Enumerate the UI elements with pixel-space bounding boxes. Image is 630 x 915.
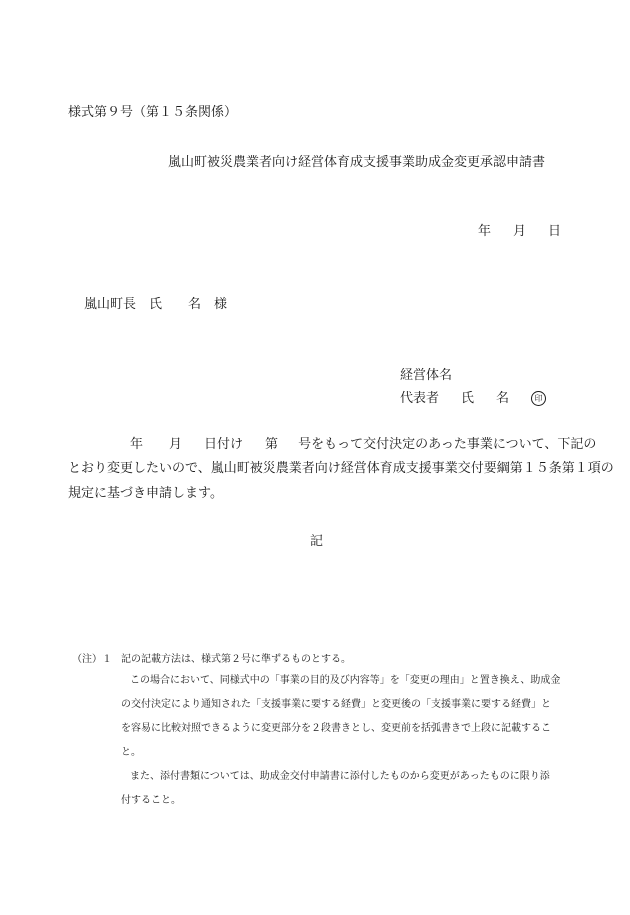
rep-label: 代表者 bbox=[400, 391, 440, 406]
body-line-1 bbox=[130, 433, 596, 452]
document-title: 嵐山町被災農業者向け経営体育成支援事業助成金変更承認申請書 bbox=[168, 155, 546, 170]
date-year: 年 bbox=[478, 224, 492, 239]
body-line-2: とおり変更したいので、嵐山町被災農業者向け経営体育成支援事業交付要綱第１５条第１項の bbox=[68, 461, 614, 476]
body-dated: 日付け bbox=[204, 437, 244, 452]
body-dai: 第 bbox=[265, 437, 279, 452]
note-line-4: を容易に比較対照できるように変更部分を２段書きとし、変更前を括弧書きで上段に記載するこ bbox=[121, 723, 551, 734]
rep-shi: 氏 bbox=[461, 391, 475, 406]
date-day: 日 bbox=[548, 224, 562, 239]
note-line-1: 記の記載方法は、様式第２号に準ずるものとする。 bbox=[121, 654, 351, 665]
note-line-5: と。 bbox=[121, 747, 141, 758]
note-line-6: また、添付書類については、助成金交付申請書に添付したものから変更があったものに限り添 bbox=[130, 771, 550, 782]
body-month: 月 bbox=[169, 437, 183, 452]
seal-mark: 印 bbox=[531, 391, 546, 406]
addressee bbox=[84, 293, 227, 312]
note-label: （注） bbox=[72, 654, 102, 665]
date-month: 月 bbox=[513, 224, 527, 239]
body-rest: 号をもって交付決定のあった事業について、下記の bbox=[298, 437, 597, 452]
body-line-3: 規定に基づき申請します。 bbox=[68, 486, 223, 501]
body-year: 年 bbox=[130, 437, 144, 452]
addressee-shi: 氏 bbox=[149, 297, 163, 312]
note-line-7: 付すること。 bbox=[121, 795, 181, 806]
note-number: １ bbox=[102, 654, 112, 665]
date-line bbox=[478, 220, 561, 239]
ki-heading: 記 bbox=[310, 534, 324, 549]
applicant-representative bbox=[400, 387, 546, 406]
note-line-3: の交付決定により通知された「支援事業に要する経費」と変更後の「支援事業に要する経費」と bbox=[121, 699, 551, 710]
addressee-mei: 名 bbox=[188, 297, 202, 312]
addressee-office: 嵐山町長 bbox=[84, 297, 137, 312]
form-number: 様式第９号（第１５条関係） bbox=[68, 105, 238, 120]
addressee-sama: 様 bbox=[214, 297, 228, 312]
applicant-org-label: 経営体名 bbox=[400, 368, 453, 383]
note-line-2: この場合において、同様式中の「事業の目的及び内容等」を「変更の理由」と置き換え、助成金 bbox=[130, 675, 561, 686]
rep-mei: 名 bbox=[496, 391, 510, 406]
